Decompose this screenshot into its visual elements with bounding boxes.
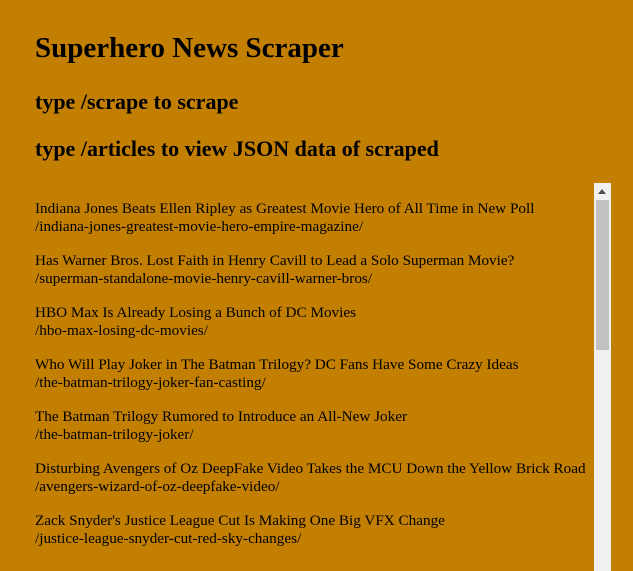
scroll-up-arrow-icon[interactable] <box>594 183 611 200</box>
article-path: /avengers-wizard-of-oz-deepfake-video/ <box>35 478 280 495</box>
article-path: /justice-league-snyder-cut-red-sky-changes/ <box>35 530 302 547</box>
scrollbar-thumb[interactable] <box>596 200 609 350</box>
list-item <box>35 200 590 236</box>
article-path: /the-batman-trilogy-joker-fan-casting/ <box>35 374 266 391</box>
article-path: /superman-standalone-movie-henry-cavill-warner-bros/ <box>35 270 373 287</box>
article-path: /hbo-max-losing-dc-movies/ <box>35 322 208 339</box>
article-path: /indiana-jones-greatest-movie-hero-empire-magazine/ <box>35 218 364 235</box>
vertical-scrollbar[interactable] <box>594 183 611 571</box>
article-headline: The Batman Trilogy Rumored to Introduce an All-New Joker <box>35 408 408 425</box>
article-path: /the-batman-trilogy-joker/ <box>35 426 194 443</box>
article-headline: Who Will Play Joker in The Batman Trilogy? DC Fans Have Some Crazy Ideas <box>35 356 519 373</box>
page-title: Superhero News Scraper <box>35 32 344 64</box>
list-item <box>35 252 590 288</box>
list-item <box>35 356 590 392</box>
list-item <box>35 304 590 340</box>
list-item <box>35 512 590 548</box>
article-headline: Has Warner Bros. Lost Faith in Henry Cavill to Lead a Solo Superman Movie? <box>35 252 515 269</box>
article-headline: Disturbing Avengers of Oz DeepFake Video Takes the MCU Down the Yellow Brick Road <box>35 460 586 477</box>
articles-list <box>35 200 590 564</box>
scrape-instruction: type /scrape to scrape <box>35 89 239 114</box>
article-headline: Indiana Jones Beats Ellen Ripley as Greatest Movie Hero of All Time in New Poll <box>35 200 535 217</box>
article-headline: Zack Snyder's Justice League Cut Is Making One Big VFX Change <box>35 512 445 529</box>
articles-scroll-area[interactable] <box>35 183 611 571</box>
list-item <box>35 408 590 444</box>
list-item <box>35 460 590 496</box>
articles-instruction: type /articles to view JSON data of scraped <box>35 136 439 161</box>
article-headline: HBO Max Is Already Losing a Bunch of DC Movies <box>35 304 357 321</box>
